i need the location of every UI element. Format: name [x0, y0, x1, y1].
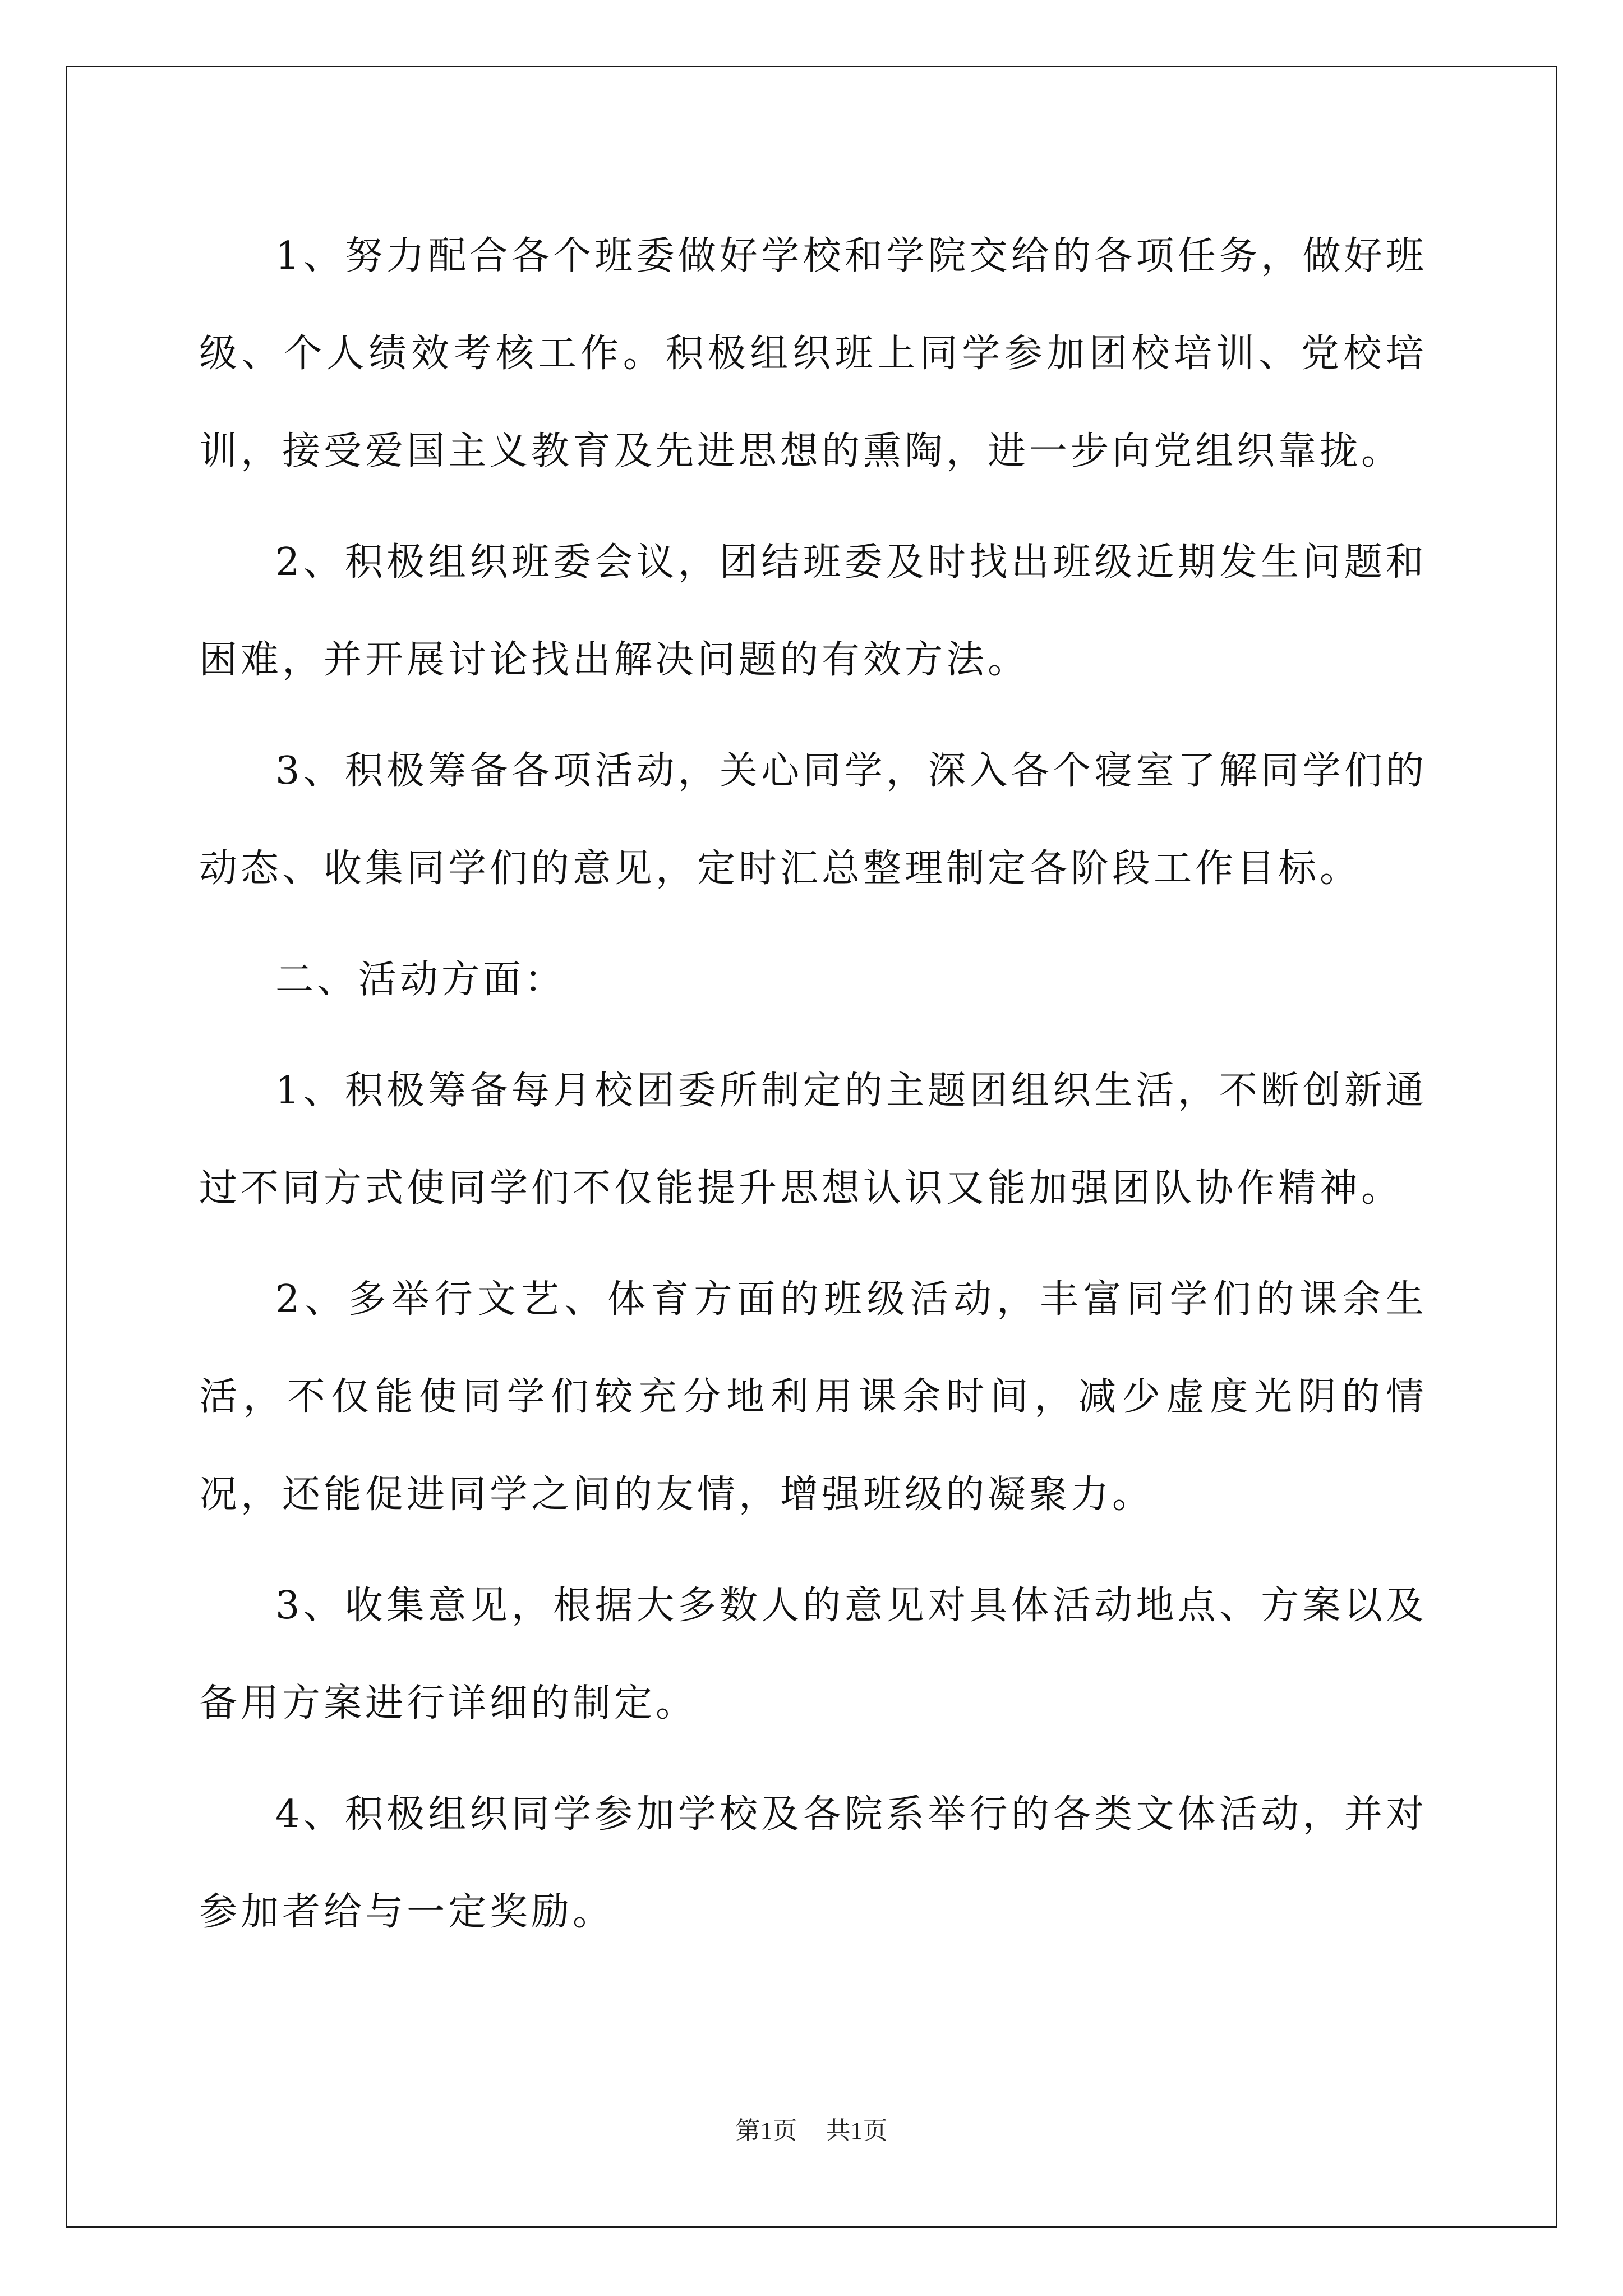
paragraph-1: 1、努力配合各个班委做好学校和学院交给的各项任务，做好班级、个人绩效考核工作。积极组织班上同学参加团校培训、党校培训，接受爱国主义教育及先进思想的熏陶，进一步向党组织靠拢。: [199, 234, 1427, 473]
page-footer: [0, 2110, 1623, 2146]
page-number-current: 第1页: [735, 2117, 797, 2145]
page-number-total: 共1页: [826, 2117, 888, 2145]
paragraph-5: 1、积极筹备每月校团委所制定的主题团组织生活，不断创新通过不同方式使同学们不仅能提升思想认识又能加强团队协作精神。: [199, 1069, 1427, 1211]
section-heading-activities: 二、活动方面：: [275, 958, 566, 1002]
paragraph-3: 3、积极筹备各项活动，关心同学，深入各个寝室了解同学们的动态、收集同学们的意见，定时汇总整理制定各阶段工作目标。: [199, 749, 1427, 891]
paragraph-8: 4、积极组织同学参加学校及各院系举行的各类文体活动，并对参加者给与一定奖励。: [199, 1792, 1427, 1934]
paragraph-2: 2、积极组织班委会议，团结班委及时找出班级近期发生问题和困难，并开展讨论找出解决问题的有效方法。: [199, 540, 1427, 682]
paragraph-6: 2、多举行文艺、体育方面的班级活动，丰富同学们的课余生活，不仅能使同学们较充分地利用课余时间，减少虚度光阴的情况，还能促进同学之间的友情，增强班级的凝聚力。: [199, 1277, 1427, 1517]
document-body: [199, 208, 1427, 1975]
paragraph-7: 3、收集意见，根据大多数人的意见对具体活动地点、方案以及备用方案进行详细的制定。: [199, 1584, 1427, 1726]
